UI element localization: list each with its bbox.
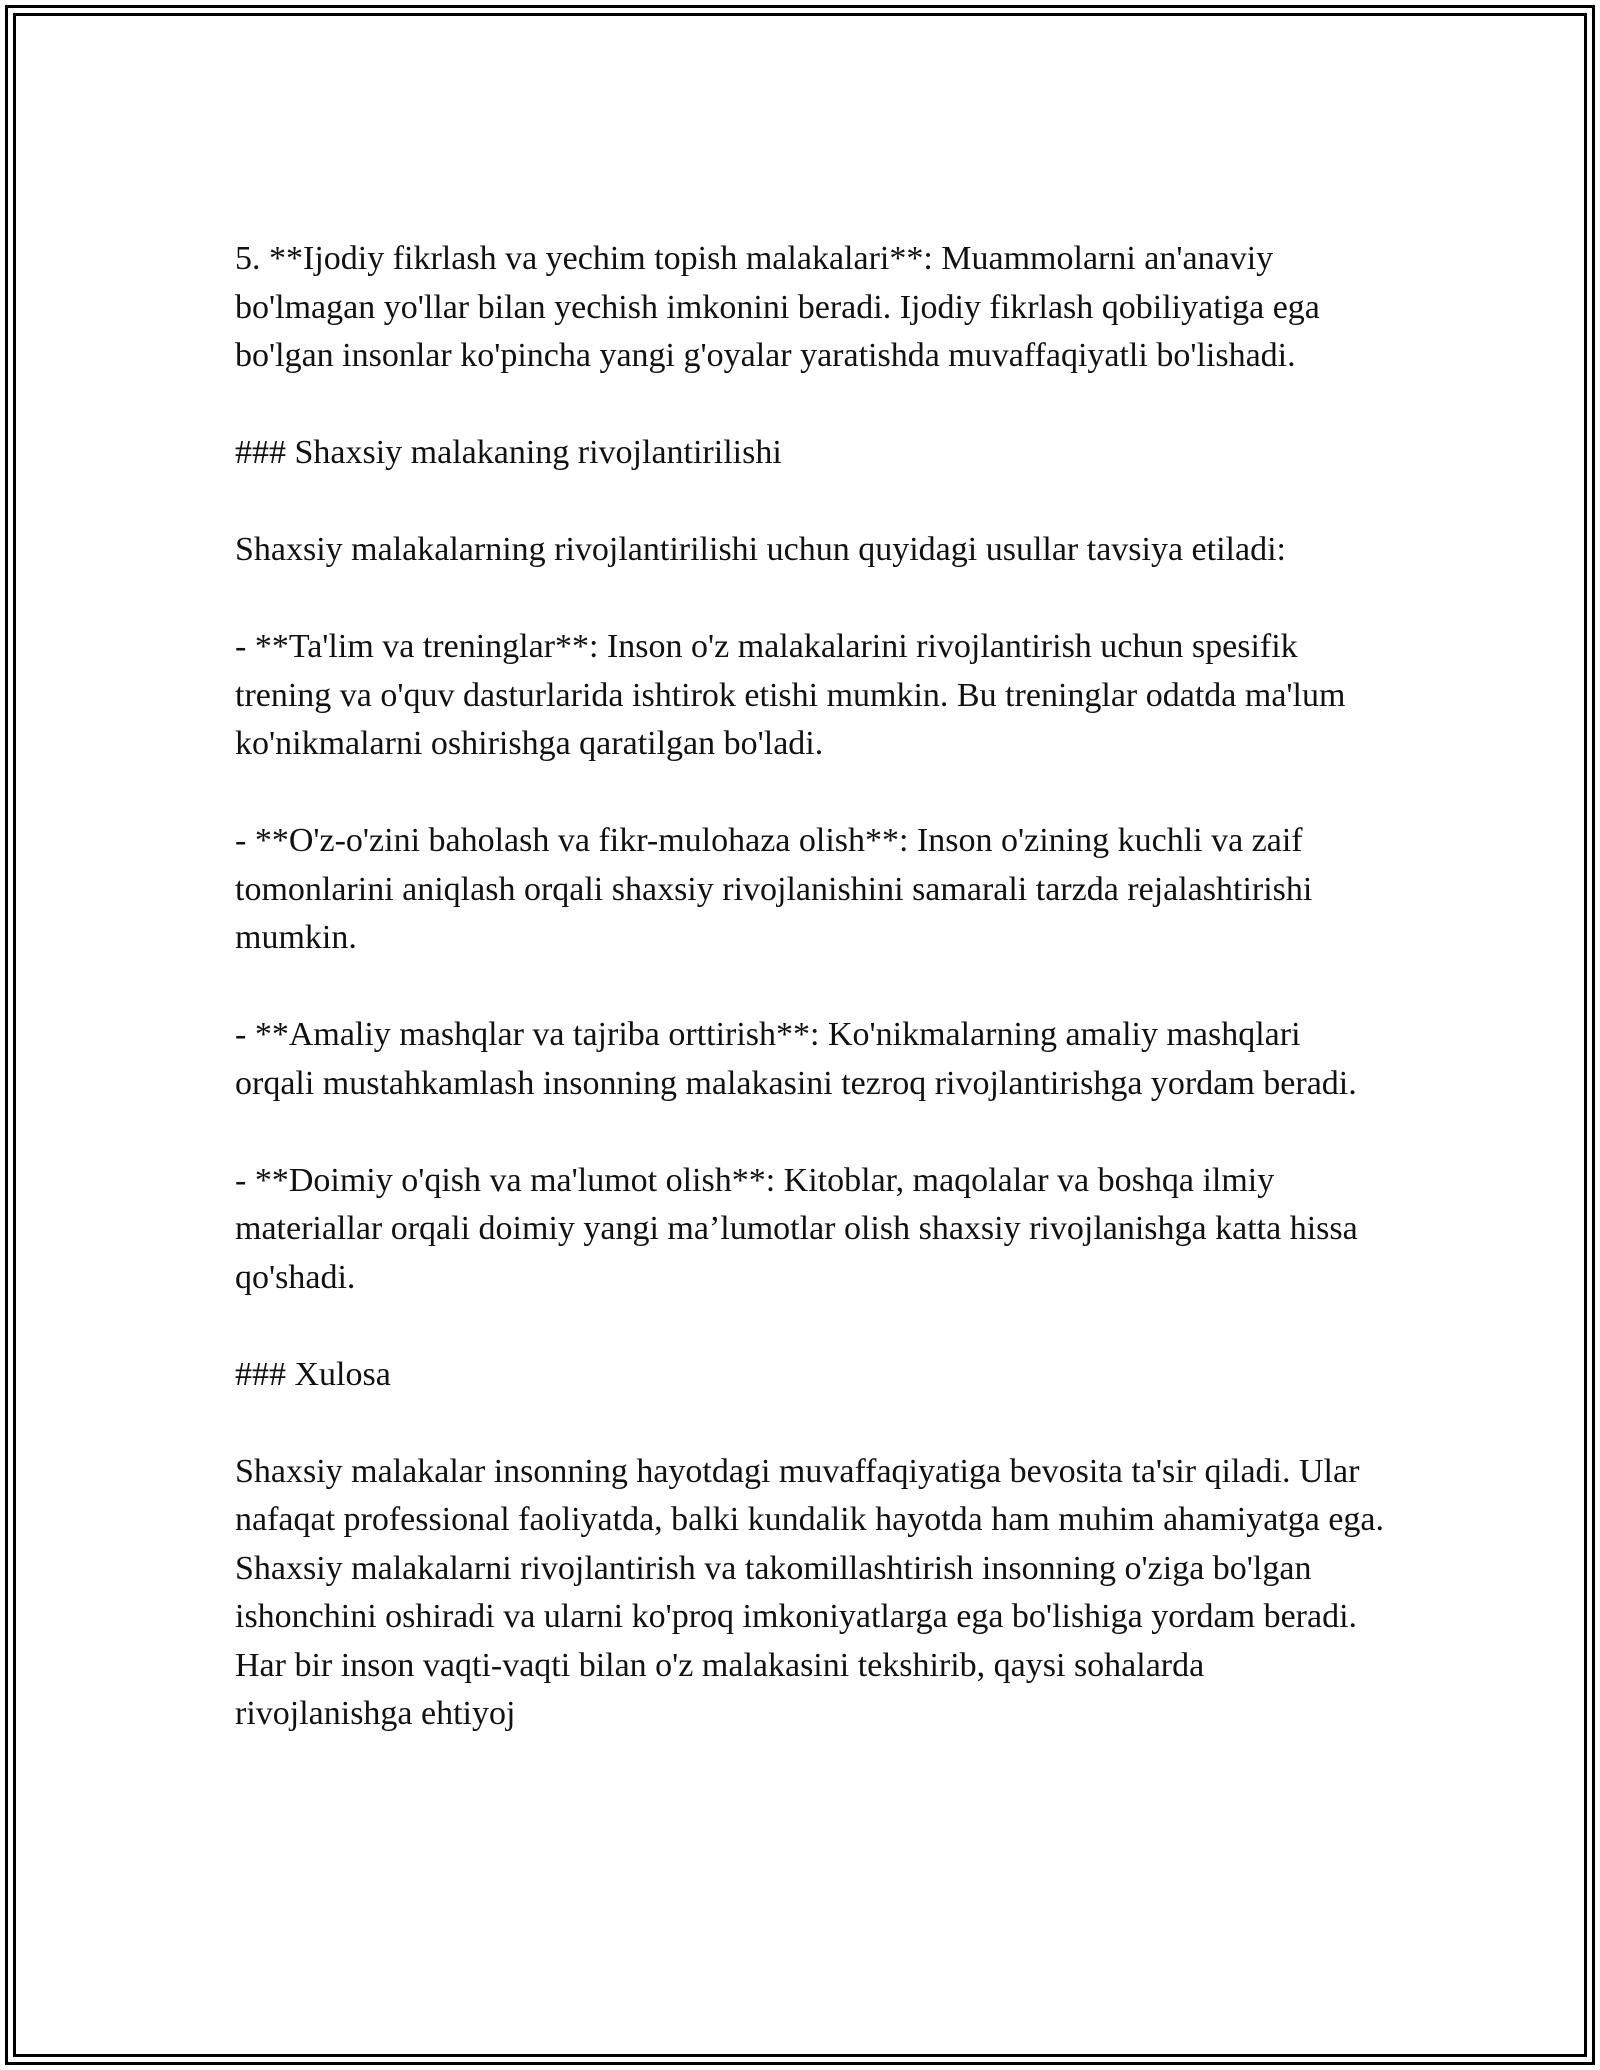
list-item-continuous-reading: - **Doimiy o'qish va ma'lumot olish**: Kitoblar, maqolalar va boshqa ilmiy materiallar orqali doimiy yangi ma’lumotlar olish shaxsiy rivojlanishga katta hissa qo'shadi.: [235, 1161, 1358, 1296]
paragraph-conclusion: Shaxsiy malakalar insonning hayotdagi muvaffaqiyatiga bevosita ta'sir qiladi. Ular nafaqat professional faoliyatda, balki kundalik hayotda ham muhim ahamiyatga ega. Shaxsiy malakalarni rivojlantirish va takomillashtirish insonning o'ziga bo'lgan ishonchini oshiradi va ularni ko'proq imkoniyatlarga ega bo'lishiga yordam beradi. Har bir inson vaqti-vaqti bilan o'z malakasini tekshirib, qaysi sohalarda rivojlanishga ehtiyoj: [235, 1452, 1385, 1732]
list-item-self-assessment: - **O'z-o'zini baholash va fikr-mulohaza olish**: Inson o'zining kuchli va zaif tomonlarini aniqlash orqali shaxsiy rivojlanishini samarali tarzda rejalashtirishi mumkin.: [235, 822, 1313, 956]
list-item-education-training: - **Ta'lim va treninglar**: Inson o'z malakalarini rivojlantirish uchun spesifik trening va o'quv dasturlarida ishtirok etishi mumkin. Bu treninglar odatda ma'lum ko'nikmalarni oshirishga qaratilgan bo'ladi.: [235, 628, 1346, 762]
list-item-creative-thinking: 5. **Ijodiy fikrlash va yechim topish malakalari**: Muammolarni an'anaviy bo'lmagan yo'llar bilan yechish imkonini beradi. Ijodiy fikrlash qobiliyatiga ega bo'lgan insonlar ko'pincha yangi g'oyalar yaratishda muvaffaqiyatli bo'lishadi.: [235, 240, 1320, 374]
paragraph-intro-methods: Shaxsiy malakalarning rivojlantirilishi uchun quyidagi usullar tavsiya etiladi:: [235, 531, 1286, 568]
list-item-practical-exercises: - **Amaliy mashqlar va tajriba orttirish**: Ko'nikmalarning amaliy mashqlari orqali mustahkamlash insonning malakasini tezroq rivojlantirishga yordam beradi.: [235, 1016, 1357, 1102]
document-body: [235, 235, 1385, 1739]
section-heading-development: ### Shaxsiy malakaning rivojlantirilishi: [235, 434, 782, 471]
section-heading-conclusion: ### Xulosa: [235, 1355, 391, 1393]
